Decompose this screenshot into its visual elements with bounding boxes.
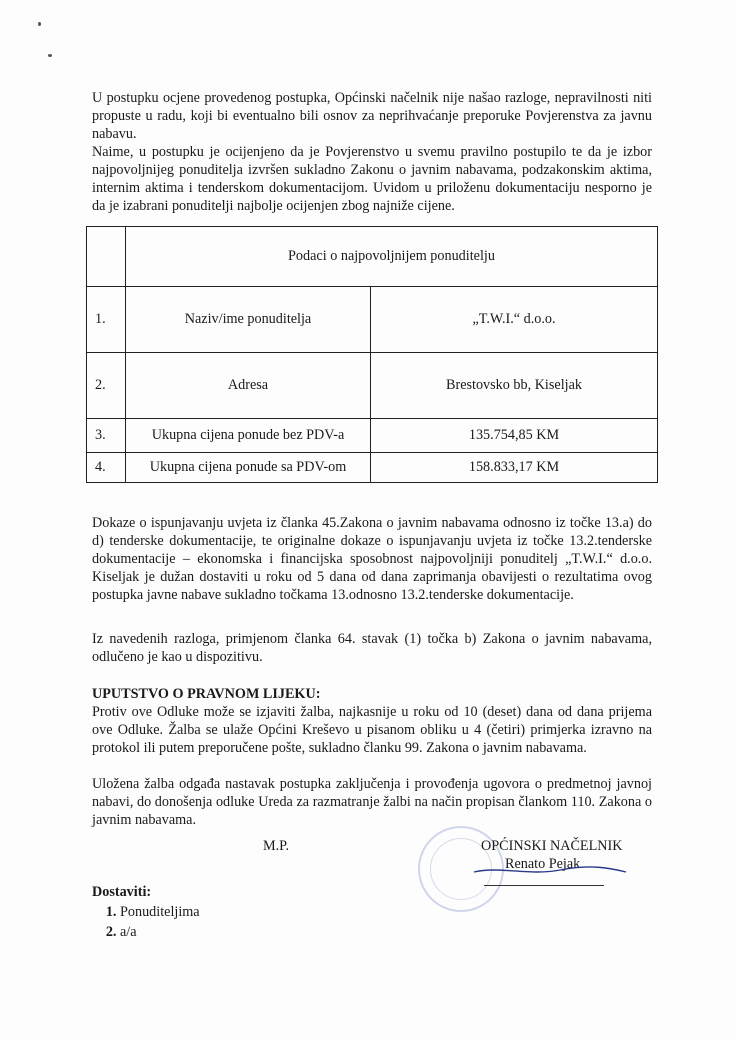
row-label: Ukupna cijena ponude bez PDV-a [126,419,371,453]
seal-placeholder-label: M.P. [263,838,290,854]
row-value: „T.W.I.“ d.o.o. [371,287,658,353]
paragraph-appeal: Protiv ove Odluke može se izjaviti žalba, najkasnije u roku od 10 (deset) dana od dana prijema ove Odluke. Žalba se ulaže Općini Kreševo u pisanom obliku u 4 (četiri) primjerka izravno na protokol ili putem preporučene pošte, sukladno članku 99. Zakona o javnim nabavama. [92,704,652,756]
table-header-row [87,227,658,287]
table-header-empty-cell [87,227,126,287]
list-item: 1. Ponuditeljima [120,902,200,922]
paragraph-decision: Iz navedenih razloga, primjenom članka 64. stavak (1) točka b) Zakona o javnim nabavama, odlučeno je kao u dispozitivu. [92,631,652,665]
row-number: 4. [87,453,126,483]
table-row [87,453,658,483]
table-row [87,287,658,353]
row-value: Brestovsko bb, Kiseljak [371,353,658,419]
table-row [87,419,658,453]
row-number: 3. [87,419,126,453]
row-label: Naziv/ime ponuditelja [126,287,371,353]
paragraph-evaluation: U postupku ocjene provedenog postupka, Općinski načelnik nije našao razloge, nepravilnosti niti propuste u radu, koji bi eventualno bili osnov za neprihvaćanje preporuke Povjerenstva za javnu nabavu. [92,90,652,142]
signatory-name: Renato Pejak [505,856,581,872]
best-offer-table [86,226,658,483]
row-number: 2. [87,353,126,419]
row-value: 135.754,85 KM [371,419,658,453]
table-row [87,353,658,419]
delivery-list [92,902,200,942]
row-label: Ukupna cijena ponude sa PDV-om [126,453,371,483]
row-label: Adresa [126,353,371,419]
handwritten-signature [470,860,630,880]
signature-line [484,885,604,886]
scan-speck [38,22,41,26]
table-header-cell: Podaci o najpovoljnijem ponuditelju [126,227,658,287]
paragraph-appeal-effect: Uložena žalba odgađa nastavak postupka zaključenja i provođenja ugovora o predmetnoj javnoj nabavi, do donošenja odluke Ureda za razmatranje žalbi na način propisan člankom 110. Zakona o javnim nabavama. [92,776,652,828]
row-number: 1. [87,287,126,353]
paragraph-evidence: Dokaze o ispunjavanju uvjeta iz članka 45.Zakona o javnim nabavama odnosno iz točke 13.a) do d) tenderske dokumentacije, te originalne dokaze o ispunjavanju uvjeta iz točke 13.2.tenderske dokumentacije – ekonomska i financijska sposobnost najpovoljniji ponuditelj „T.W.I.“ d.o.o. Kiseljak je dužan dostaviti u roku od 5 dana od dana zaprimanja obavijesti o rezultatima ovog postupka javne nabave sukladno točkama 13.odnosno 13.2.tenderske dokumentacije. [92,515,652,603]
scan-speck [48,54,52,57]
delivery-heading: Dostaviti: [92,884,152,900]
list-item: 2. a/a [120,922,200,942]
legal-remedy-heading: UPUTSTVO O PRAVNOM LIJEKU: [92,686,321,702]
signatory-title: OPĆINSKI NAČELNIK [481,838,623,854]
paragraph-explanation: Naime, u postupku je ocijenjeno da je Povjerenstvo u svemu pravilno postupilo te da je izbor najpovoljnijeg ponuditelja izvršen sukladno Zakonu o javnim nabavama, podzakonskim aktima, internim aktima i tenderskom dokumentacijom. Uvidom u priloženu dokumentaciju nesporno je da je izabrani ponuditelji najbolje ocijenjen zbog najniže cijene. [92,144,652,214]
row-value: 158.833,17 KM [371,453,658,483]
